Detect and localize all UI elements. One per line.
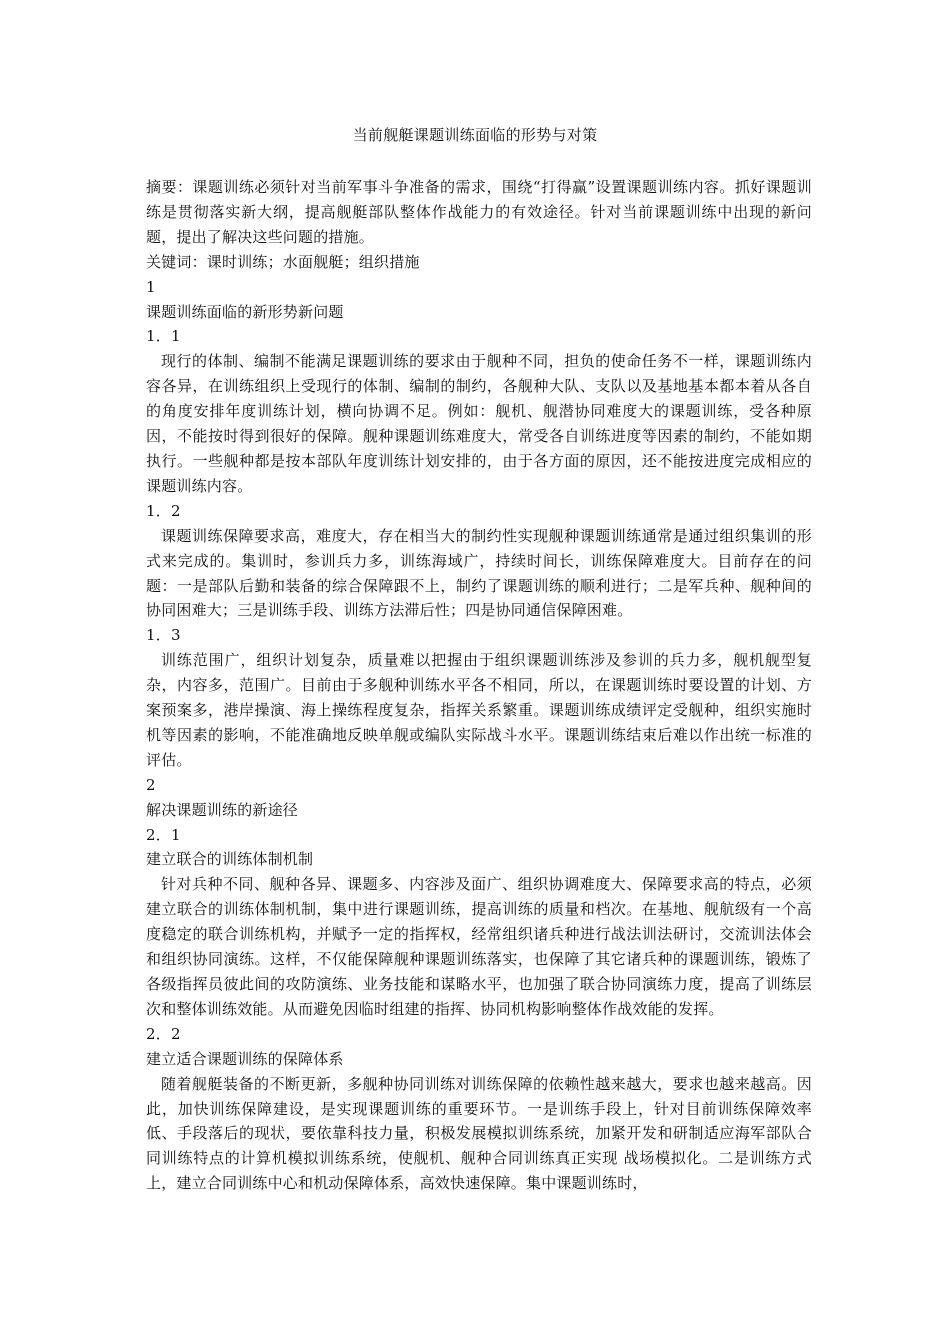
section-2-number: 2: [146, 775, 156, 794]
subsection-1-3-paragraph: 训练范围广，组织计划复杂，质量难以把握由于组织课题训练涉及参训的兵力多，舰机舰型复杂，内容多，范围广。目前由于多舰种训练水平各不相同，所以，在课题训练时要设置的计划、方案预案多，港岸操演、海上操练程度复杂，指挥关系繁重。课题训练成绩评定受舰种，组织实施时机等因素的影响，不能准确地反映单舰或编队实际战斗水平。课题训练结束后难以作出统一标准的评估。: [146, 651, 812, 769]
section-2-title: 解决课题训练的新途径: [146, 800, 299, 819]
subsection-2-2-paragraph: 随着舰艇装备的不断更新，多舰种协同训练对训练保障的依赖性越来越大，要求也越来越高。因此，加快训练保障建设，是实现课题训练的重要环节。一是训练手段上，针对目前训练保障效率低、手段落后的现状，要依靠科技力量，积极发展模拟训练系统，加紧开发和研制适应海军部队合同训练特点的计算机模拟训练系统，使舰机、舰种合同训练真正实现 战场模拟化。二是训练方式上，建立合同训练中心和机动保障体系，高效快速保障。集中课题训练时，: [146, 1074, 812, 1193]
document-body: [146, 175, 812, 1196]
keywords-line: 关键词：课时训练；水面舰艇；组织措施: [146, 252, 420, 271]
section-1-title: 课题训练面临的新形势新问题: [146, 302, 344, 321]
subsection-2-1-number: 2．1: [146, 825, 181, 844]
subsection-1-2-number: 1．2: [146, 501, 181, 520]
subsection-1-2-paragraph: 课题训练保障要求高，难度大，存在相当大的制约性实现舰种课题训练通常是通过组织集训的形式来完成的。集训时，参训兵力多，训练海域广，持续时间长，训练保障难度大。目前存在的问题：一是部队后勤和装备的综合保障跟不上，制约了课题训练的顺利进行；二是军兵种、舰种间的协同困难大；三是训练手段、训练方法滞后性；四是协同通信保障困难。: [146, 526, 812, 620]
subsection-2-1-title: 建立联合的训练体制机制: [146, 850, 314, 869]
subsection-2-1-paragraph: 针对兵种不同、舰种各异、课题多、内容涉及面广、组织协调难度大、保障要求高的特点，必须建立联合的训练体制机制，集中进行课题训练，提高训练的质量和档次。在基地、舰航级有一个高度稳定的联合训练机构，并赋予一定的指挥权，经常组织诸兵种进行战法训法研讨，交流训法体会和组织协同演练。这样，不仅能保障舰种课题训练落实，也保障了其它诸兵种的课题训练，锻炼了各级指挥员彼此间的攻防演练、业务技能和谋略水平，也加强了联合协同演练力度，提高了训练层次和整体训练效能。从而避免因临时组建的指挥、协同机构影响整体作战效能的发挥。: [146, 875, 812, 1018]
subsection-1-1-paragraph: 现行的体制、编制不能满足课题训练的要求由于舰种不同，担负的使命任务不一样，课题训练内容各异，在训练组织上受现行的体制、编制的制约，各舰种大队、支队以及基地基本都本着从各自的角度安排年度训练计划，横向协调不足。例如：舰机、舰潜协同难度大的课题训练，受各种原因，不能按时得到很好的保障。舰种课题训练难度大，常受各自训练进度等因素的制约，不能如期执行。一些舰种都是按本部队年度训练计划安排的，由于各方面的原因，还不能按进度完成相应的课题训练内容。: [146, 352, 812, 495]
document-title: 当前舰艇课题训练面临的形势与对策: [352, 126, 598, 144]
subsection-1-1-number: 1．1: [146, 327, 181, 346]
subsection-1-3-number: 1．3: [146, 626, 181, 645]
subsection-2-2-title: 建立适合课题训练的保障体系: [146, 1049, 344, 1068]
subsection-2-2-number: 2．2: [146, 1024, 181, 1043]
section-1-number: 1: [146, 277, 156, 296]
abstract-paragraph: 摘要：课题训练必须针对当前军事斗争准备的需求，围绕“打得赢”设置课题训练内容。抓好课题训练是贯彻落实新大纲，提高舰艇部队整体作战能力的有效途径。针对当前课题训练中出现的新问题，提出了解决这些问题的措施。: [146, 178, 812, 246]
